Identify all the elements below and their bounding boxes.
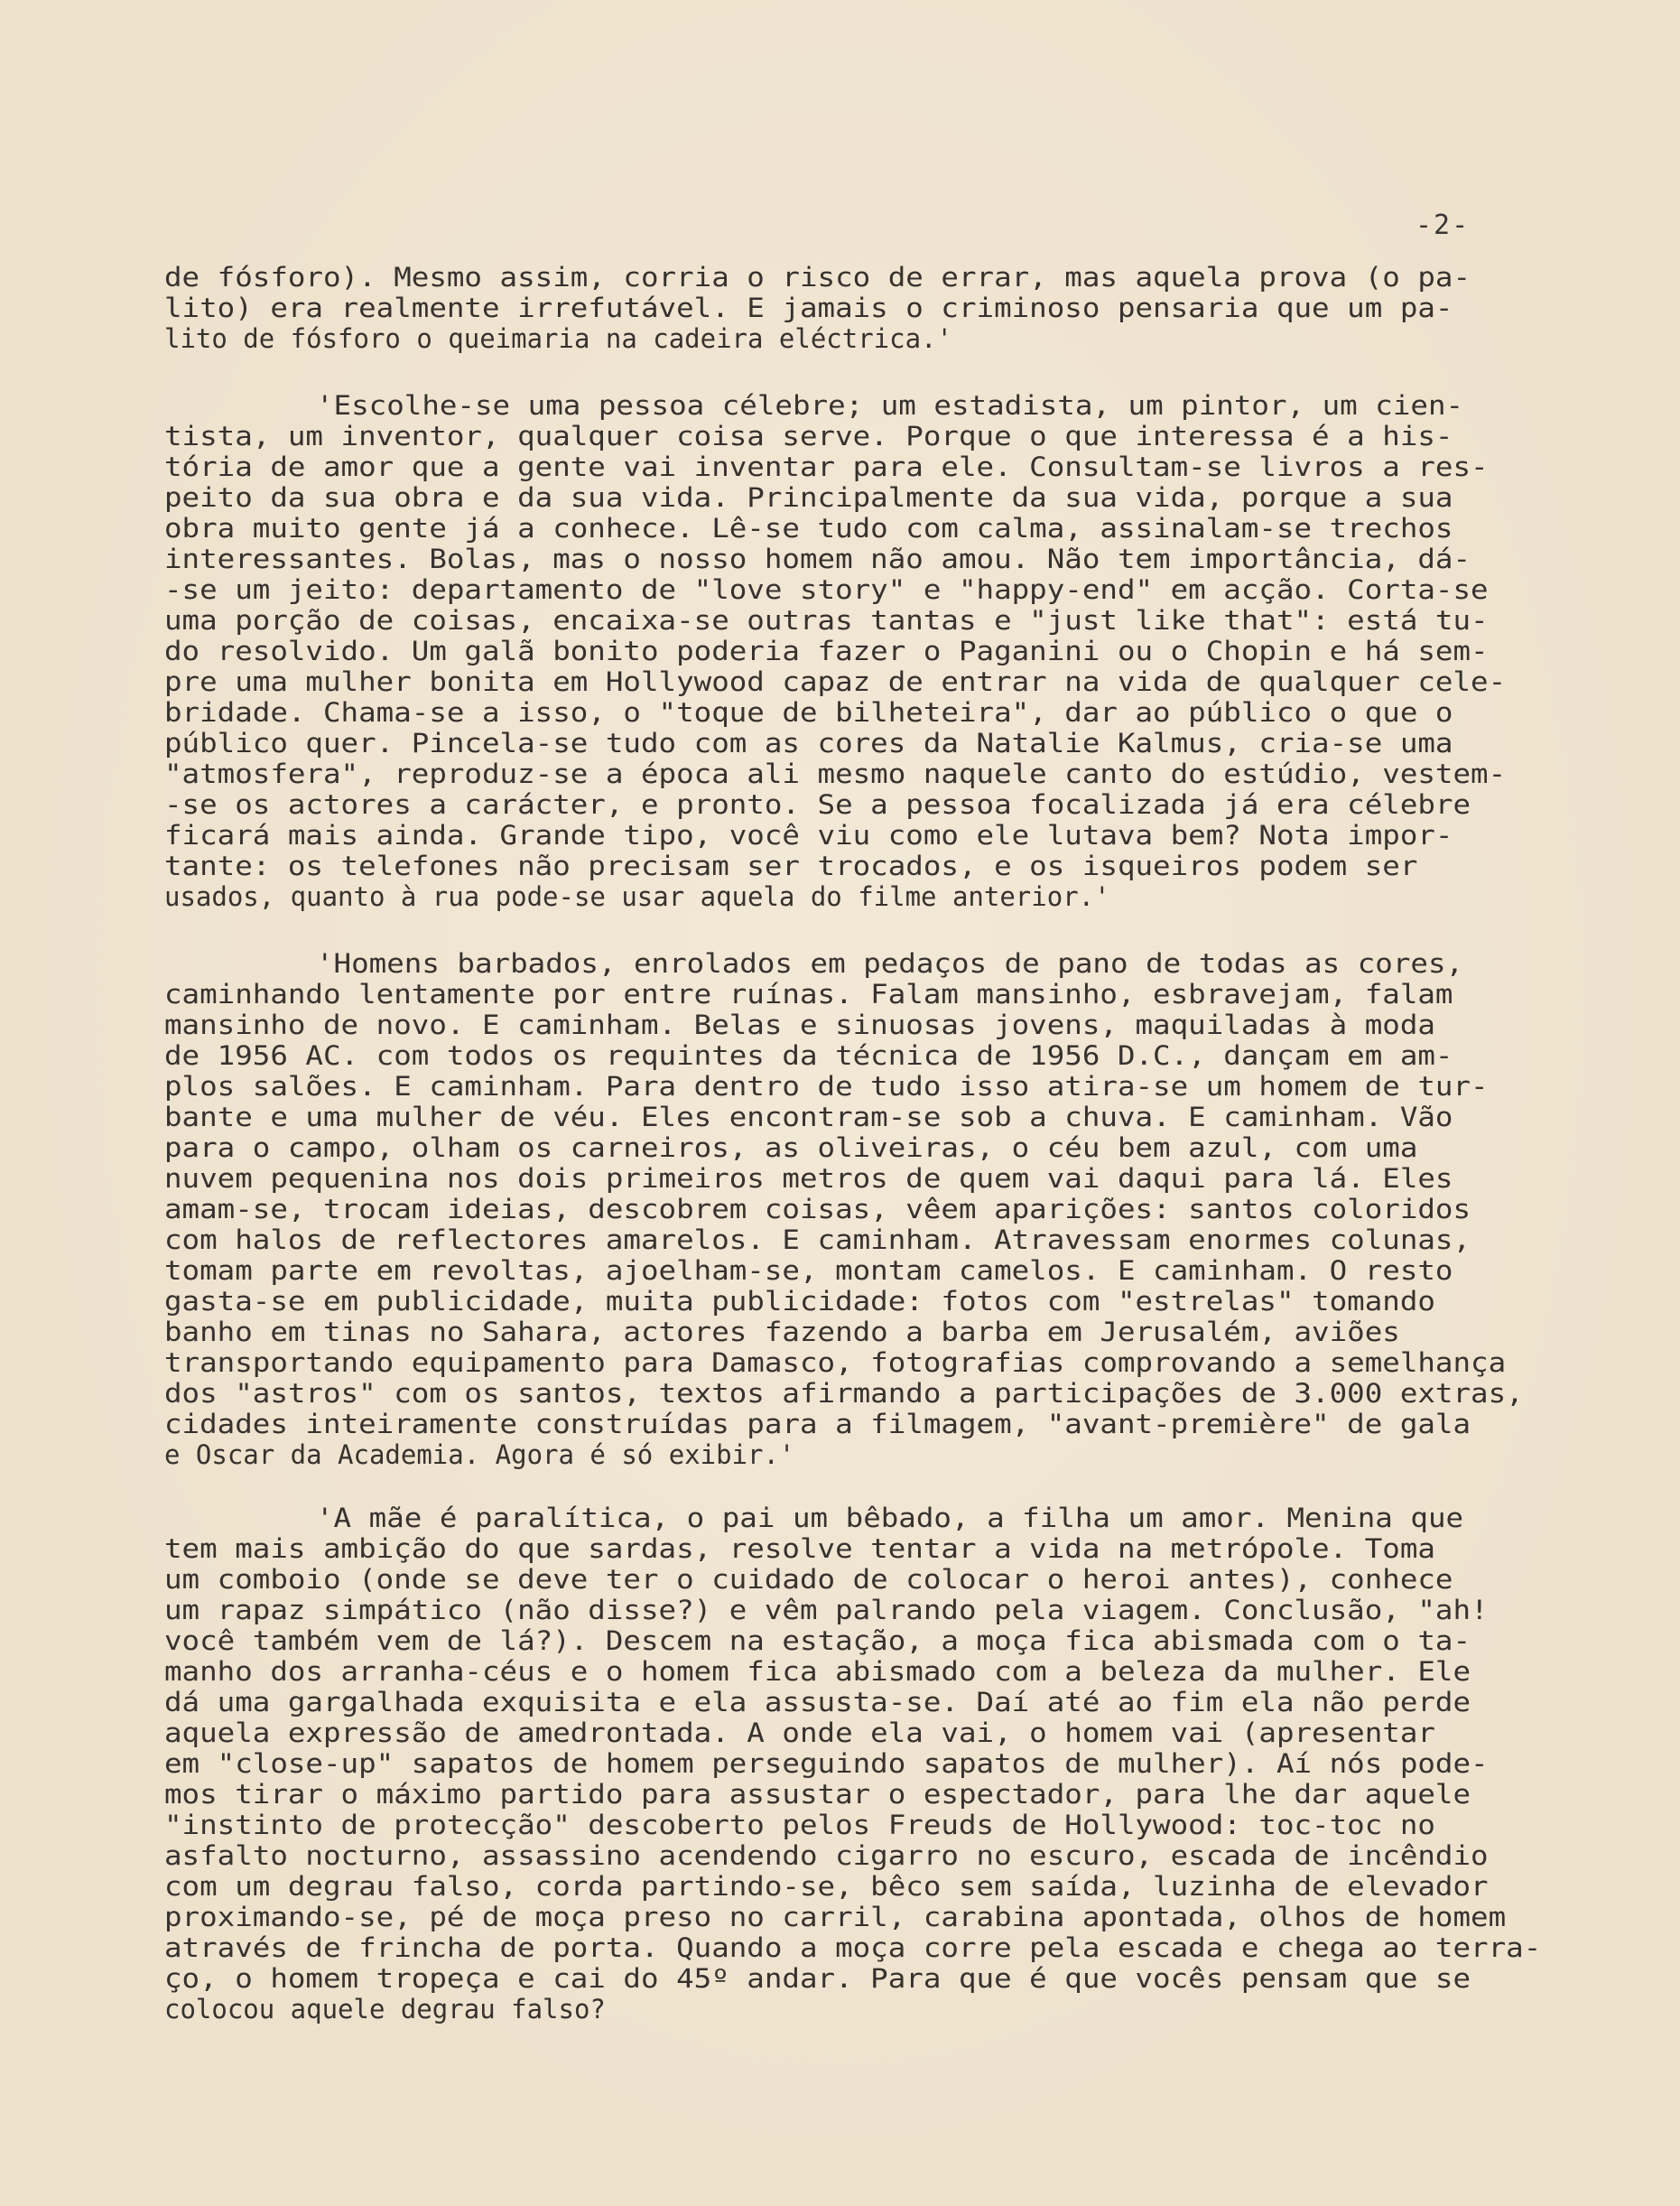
text-line: lito de fósforo o queimaria na cadeira eléctrica.': [164, 323, 952, 354]
text-line: tória de amor que a gente vai inventar para ele. Consultam-se livros a res-: [164, 451, 1489, 482]
text-line: plos salões. E caminham. Para dentro de tudo isso atira-se um homem de tur-: [164, 1071, 1489, 1102]
text-line: um rapaz simpático (não disse?) e vêm palrando pela viagem. Conclusão, "ah!: [164, 1595, 1489, 1625]
text-line: com um degrau falso, corda partindo-se, bêco sem saída, luzinha de elevador: [164, 1871, 1489, 1902]
text-line: tomam parte em revoltas, ajoelham-se, montam camelos. E caminham. O resto: [164, 1255, 1453, 1286]
text-line: tem mais ambição do que sardas, resolve tentar a vida na metrópole. Toma: [164, 1533, 1435, 1564]
text-line: tista, um inventor, qualquer coisa serve. Porque o que interessa é a his-: [164, 421, 1453, 451]
text-line: nuvem pequenina nos dois primeiros metros de quem vai daqui para lá. Eles: [164, 1163, 1453, 1194]
text-line: -se os actores a carácter, e pronto. Se a pessoa focalizada já era célebre: [164, 789, 1471, 820]
text-line: através de frincha de porta. Quando a moça corre pela escada e chega ao terra-: [164, 1932, 1542, 1963]
text-line: caminhando lentamente por entre ruínas. Falam mansinho, esbravejam, falam: [164, 979, 1453, 1010]
text-line: e Oscar da Academia. Agora é só exibir.': [164, 1439, 795, 1470]
page-number: -2-: [1415, 209, 1471, 241]
text-line: em "close-up" sapatos de homem perseguindo sapatos de mulher). Aí nós pode-: [164, 1748, 1489, 1779]
text-line: ço, o homem tropeça e cai do 45º andar. Para que é que vocês pensam que se: [164, 1963, 1471, 1994]
text-line: ficará mais ainda. Grande tipo, você viu como ele lutava bem? Nota impor-: [164, 820, 1453, 851]
text-line: tante: os telefones não precisam ser trocados, e os isqueiros podem ser: [164, 851, 1418, 881]
text-line: banho em tinas no Sahara, actores fazendo a barba em Jerusalém, aviões: [164, 1317, 1400, 1347]
text-line: do resolvido. Um galã bonito poderia fazer o Paganini ou o Chopin e há sem-: [164, 636, 1489, 666]
text-line: obra muito gente já a conhece. Lê-se tudo com calma, assinalam-se trechos: [164, 513, 1453, 544]
text-line: um comboio (onde se deve ter o cuidado de colocar o heroi antes), conhece: [164, 1564, 1453, 1595]
text-line: transportando equipamento para Damasco, fotografias comprovando a semelhança: [164, 1347, 1507, 1378]
text-line: lito) era realmente irrefutável. E jamais o criminoso pensaria que um pa-: [164, 293, 1453, 323]
text-line: bante e uma mulher de véu. Eles encontram-se sob a chuva. E caminham. Vão: [164, 1102, 1453, 1132]
text-line: de 1956 AC. com todos os requintes da técnica de 1956 D.C., dançam em am-: [164, 1040, 1453, 1071]
text-line: gasta-se em publicidade, muita publicidade: fotos com "estrelas" tomando: [164, 1286, 1435, 1317]
text-line: dos "astros" com os santos, textos afirmando a participações de 3.000 extras,: [164, 1378, 1524, 1409]
text-line: aquela expressão de amedrontada. A onde ela vai, o homem vai (apresentar: [164, 1717, 1435, 1748]
text-line: de fósforo). Mesmo assim, corria o risco de errar, mas aquela prova (o pa-: [164, 262, 1471, 293]
text-line: uma porção de coisas, encaixa-se outras tantas e "just like that": está tu-: [164, 605, 1489, 636]
text-line: asfalto nocturno, assassino acendendo cigarro no escuro, escada de incêndio: [164, 1840, 1489, 1871]
text-line: "atmosfera", reproduz-se a época ali mesmo naquele canto do estúdio, vestem-: [164, 759, 1507, 789]
text-line: cidades inteiramente construídas para a filmagem, "avant-première" de gala: [164, 1409, 1471, 1439]
text-line: peito da sua obra e da sua vida. Principalmente da sua vida, porque a sua: [164, 482, 1453, 513]
text-line: 'A mãe é paralítica, o pai um bêbado, a filha um amor. Menina que: [316, 1503, 1464, 1533]
text-line: -se um jeito: departamento de "love story" e "happy-end" em acção. Corta-se: [164, 574, 1489, 605]
text-line: pre uma mulher bonita em Hollywood capaz de entrar na vida de qualquer cele-: [164, 666, 1507, 697]
text-line: amam-se, trocam ideias, descobrem coisas, vêem aparições: santos coloridos: [164, 1194, 1471, 1224]
text-line: para o campo, olham os carneiros, as oliveiras, o céu bem azul, com uma: [164, 1132, 1418, 1163]
text-line: mos tirar o máximo partido para assustar o espectador, para lhe dar aquele: [164, 1779, 1471, 1810]
text-line: 'Escolhe-se uma pessoa célebre; um estadista, um pintor, um cien-: [316, 390, 1464, 421]
text-line: público quer. Pincela-se tudo com as cores da Natalie Kalmus, cria-se uma: [164, 728, 1453, 759]
text-line: bridade. Chama-se a isso, o "toque de bilheteira", dar ao público o que o: [164, 697, 1453, 728]
text-line: você também vem de lá?). Descem na estação, a moça fica abismada com o ta-: [164, 1625, 1471, 1656]
text-line: com halos de reflectores amarelos. E caminham. Atravessam enormes colunas,: [164, 1224, 1471, 1255]
text-line: 'Homens barbados, enrolados em pedaços de pano de todas as cores,: [316, 948, 1464, 979]
text-line: mansinho de novo. E caminham. Belas e sinuosas jovens, maquiladas à moda: [164, 1010, 1435, 1040]
text-line: manho dos arranha-céus e o homem fica abismado com a beleza da mulher. Ele: [164, 1656, 1471, 1687]
text-line: proximando-se, pé de moça preso no carril, carabina apontada, olhos de homem: [164, 1902, 1507, 1932]
text-line: usados, quanto à rua pode-se usar aquela do filme anterior.': [164, 881, 1110, 912]
text-line: colocou aquele degrau falso?: [164, 1994, 606, 2024]
text-line: interessantes. Bolas, mas o nosso homem não amou. Não tem importância, dá-: [164, 544, 1471, 574]
text-line: "instinto de protecção" descoberto pelos Freuds de Hollywood: toc-toc no: [164, 1810, 1435, 1840]
text-line: dá uma gargalhada exquisita e ela assusta-se. Daí até ao fim ela não perde: [164, 1687, 1471, 1717]
